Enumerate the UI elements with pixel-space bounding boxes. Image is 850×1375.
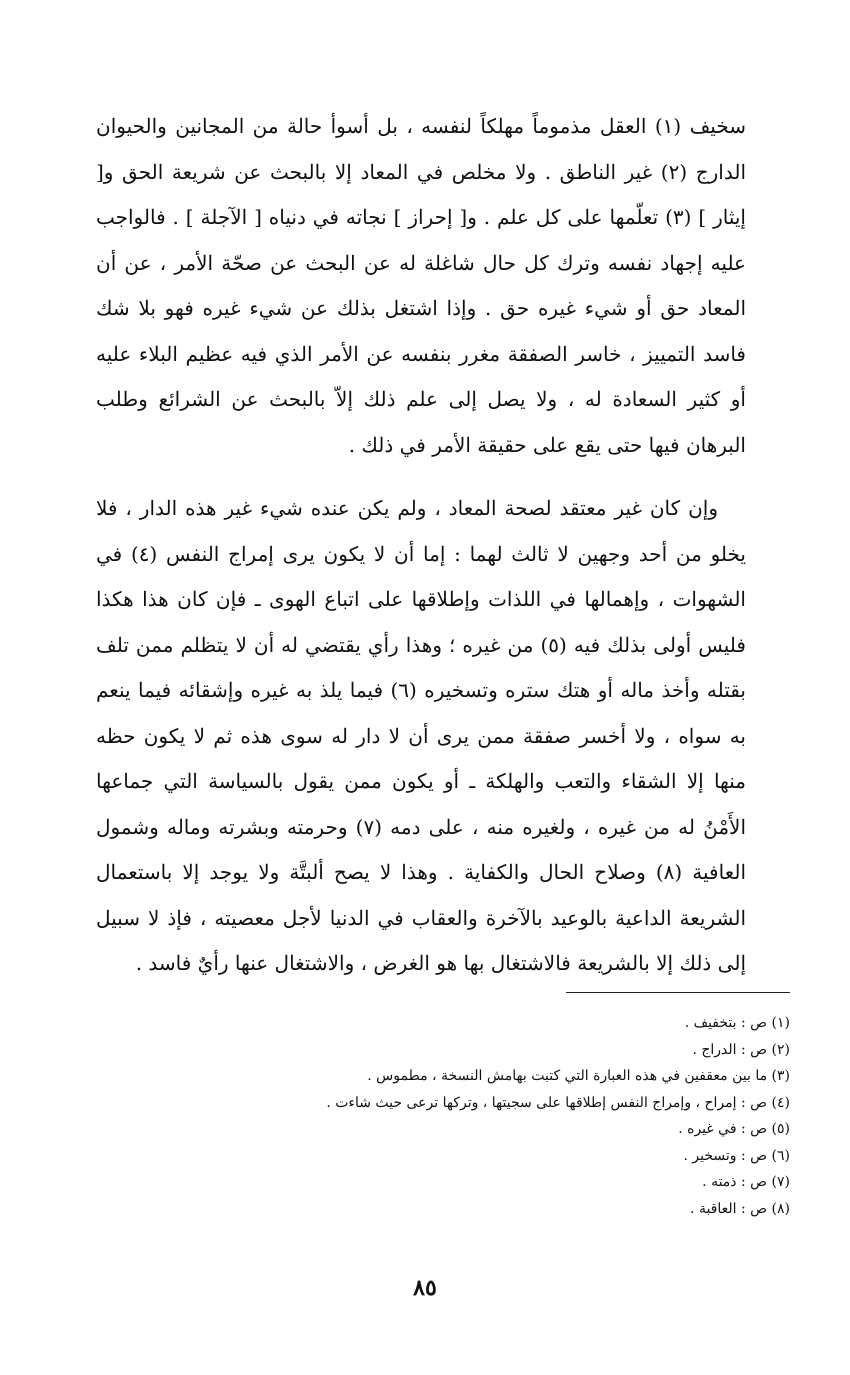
footnote-4: (٤) ص : إمراح ، وإمراج النفس إطلاقها على سجيتها ، وتركها ترعى حيث شاءت . (326, 1094, 790, 1111)
footnote-8: (٨) ص : العاقبة . (690, 1200, 790, 1217)
main-text (96, 104, 746, 987)
paragraph-2: وإن كان غير معتقد لصحة المعاد ، ولم يكن عنده شيء غير هذه الدار ، فلا يخلو من أحد وجهين لا ثالث لهما : إما أن لا يكون يرى إمراج النفس (٤) في الشهوات ، وإهمالها في اللذات وإطلاقها على اتباع الهوى ـ فإن كان هذا هكذا فليس أولى بذلك فيه (٥) من غيره ؛ وهذا رأي يقتضي له أن لا يتظلم ممن تلف بقتله وأخذ ماله أو هتك ستره وتسخيره (٦) فيما يلذ به غيره وإشقائه فيما ينعم به سواه ، ولا أخسر صفقة ممن يرى أن لا دار له سوى هذه ثم لا يكون حظه منها إلا الشقاء والتعب والهلكة ـ أو يكون ممن يقول بالسياسة التي جماعها الأَمْنُ له من غيره ، ولغيره منه ، على دمه (٧) وحرمته وبشرته وماله وشمول العافية (٨) وصلاح الحال والكفاية . وهذا لا يصح ألبتَّة ولا يوجد إلا باستعمال الشريعة الداعية بالوعيد بالآخرة والعقاب في الدنيا لأجل معصيته ، فإذ لا سبيل إلى ذلك إلا بالشريعة فالاشتغال بها هو الغرض ، والاشتغال عنها رأيٌ فاسد . (96, 496, 747, 975)
footnote-2: (٢) ص : الدراج . (692, 1041, 790, 1058)
page-number: ٨٥ (413, 1275, 437, 1301)
paragraph-1: سخيف (١) العقل مذموماً مهلكاً لنفسه ، بل أسوأ حالة من المجانين والحيوان الدارج (٢) غير الناطق . ولا مخلص في المعاد إلا بالبحث عن شريعة الحق و[ إيثار ] (٣) تعلّمها على كل علم . و[ إحراز ] نجاته في دنياه [ الآجلة ] . فالواجب عليه إجهاد نفسه وترك كل حال شاغلة له عن البحث عن صحّة الأمر ، عن أن المعاد حق أو شيء غيره حق . وإذا اشتغل بذلك عن شيء غيره فهو بلا شك فاسد التمييز ، خاسر الصفقة مغرر بنفسه عن الأمر الذي فيه عظيم البلاء عليه أو كثير السعادة له ، ولا يصل إلى علم ذلك إلاّ بالبحث عن الشرائع وطلب البرهان فيها حتى يقع على حقيقة الأمر في ذلك . (96, 114, 746, 457)
footnote-3: (٣) ما بين معقفين في هذه العبارة التي كتبت بهامش النسخة ، مطموس . (367, 1068, 790, 1084)
footnotes-list (170, 1010, 790, 1222)
footnote-7: (٧) ص : ذمته . (702, 1174, 790, 1190)
footnote-6: (٦) ص : وتسخير . (683, 1147, 790, 1164)
footnote-separator (566, 992, 790, 993)
footnote-1: (١) ص : بتخفيف . (684, 1015, 790, 1031)
footnote-5: (٥) ص : في غيره . (678, 1121, 790, 1137)
